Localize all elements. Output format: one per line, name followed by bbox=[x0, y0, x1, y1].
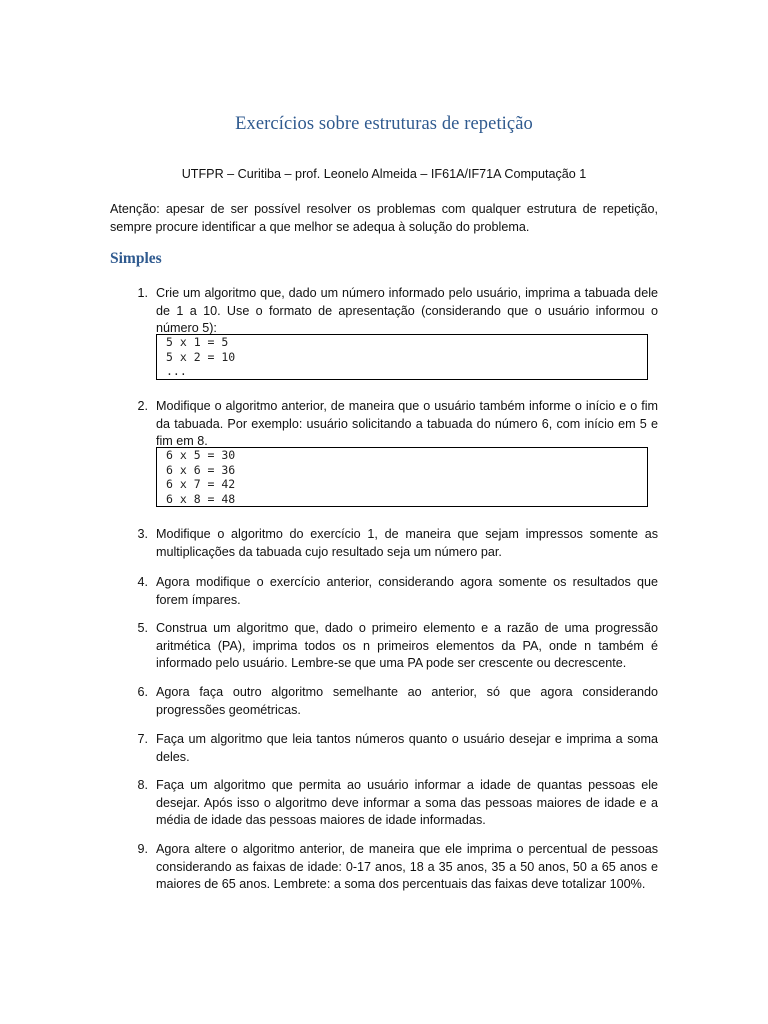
exercise-number: 3. bbox=[137, 527, 148, 541]
exercise-text: Faça um algoritmo que leia tantos números quanto o usuário desejar e imprima a soma deles. bbox=[156, 732, 658, 764]
code-line: 5 x 2 = 10 bbox=[166, 349, 236, 364]
code-line: 6 x 8 = 48 bbox=[166, 491, 236, 506]
exercise-number: 8. bbox=[137, 778, 148, 792]
exercise-number: 5. bbox=[137, 621, 148, 635]
code-line: 6 x 7 = 42 bbox=[166, 477, 236, 491]
exercise-text: Agora altere o algoritmo anterior, de maneira que ele imprima o percentual de pessoas considerando as faixas de idade: 0-17 anos, 18 a 35 anos, 35 a 50 anos, 50 a 65 anos e maiores de 65 anos. Lembrete: a soma dos percentuais das faixas deve totalizar 100%. bbox=[156, 842, 658, 891]
exercise-text: Crie um algoritmo que, dado um número informado pelo usuário, imprima a tabuada dele de 1 a 10. Use o formato de apresentação (considerando que o usuário informou o número 5): bbox=[156, 286, 658, 335]
exercise-number: 6. bbox=[137, 685, 148, 699]
section-title-simples: Simples bbox=[110, 250, 162, 267]
exercise-number: 2. bbox=[137, 399, 148, 413]
exercise-text: Agora modifique o exercício anterior, considerando agora somente os resultados que forem ímpares. bbox=[156, 575, 658, 607]
exercise-number: 9. bbox=[137, 842, 148, 856]
code-example-box bbox=[156, 334, 648, 380]
page-title: Exercícios sobre estruturas de repetição bbox=[235, 114, 533, 134]
exercise-number: 7. bbox=[137, 732, 148, 746]
exercise-text: Construa um algoritmo que, dado o primeiro elemento e a razão de uma progressão aritmética (PA), imprima todos os n primeiros elementos da PA, onde n também é informado pelo usuário. Lembre-se que uma PA pode ser crescente ou decrescente. bbox=[156, 621, 658, 670]
course-subtitle: UTFPR – Curitiba – prof. Leonelo Almeida – IF61A/IF71A Computação 1 bbox=[181, 167, 587, 181]
code-line: 6 x 5 = 30 bbox=[166, 448, 236, 462]
code-line: 5 x 1 = 5 bbox=[166, 335, 229, 349]
exercise-text: Modifique o algoritmo anterior, de maneira que o usuário também informe o início e o fim da tabuada. Por exemplo: usuário solicitando a tabuada do número 6, com início em 5 e fim em 8. bbox=[156, 399, 658, 448]
code-line: 6 x 6 = 36 bbox=[166, 462, 236, 477]
exercise-text: Faça um algoritmo que permita ao usuário informar a idade de quantas pessoas ele desejar. Após isso o algoritmo deve informar a soma das pessoas maiores de idade e a média de idade das pessoas maiores de idade informadas. bbox=[156, 778, 658, 827]
code-line: ... bbox=[166, 364, 187, 378]
exercise-number: 4. bbox=[137, 575, 148, 589]
exercise-number: 1. bbox=[137, 286, 148, 300]
attention-note: Atenção: apesar de ser possível resolver os problemas com qualquer estrutura de repetição, sempre procure identificar a que melhor se adequa à solução do problema. bbox=[110, 202, 658, 234]
exercise-text: Modifique o algoritmo do exercício 1, de maneira que sejam impressos somente as multiplicações da tabuada cujo resultado seja um número par. bbox=[156, 527, 658, 559]
exercise-text: Agora faça outro algoritmo semelhante ao anterior, só que agora considerando progressões geométricas. bbox=[156, 685, 658, 717]
code-example-box bbox=[156, 447, 648, 507]
